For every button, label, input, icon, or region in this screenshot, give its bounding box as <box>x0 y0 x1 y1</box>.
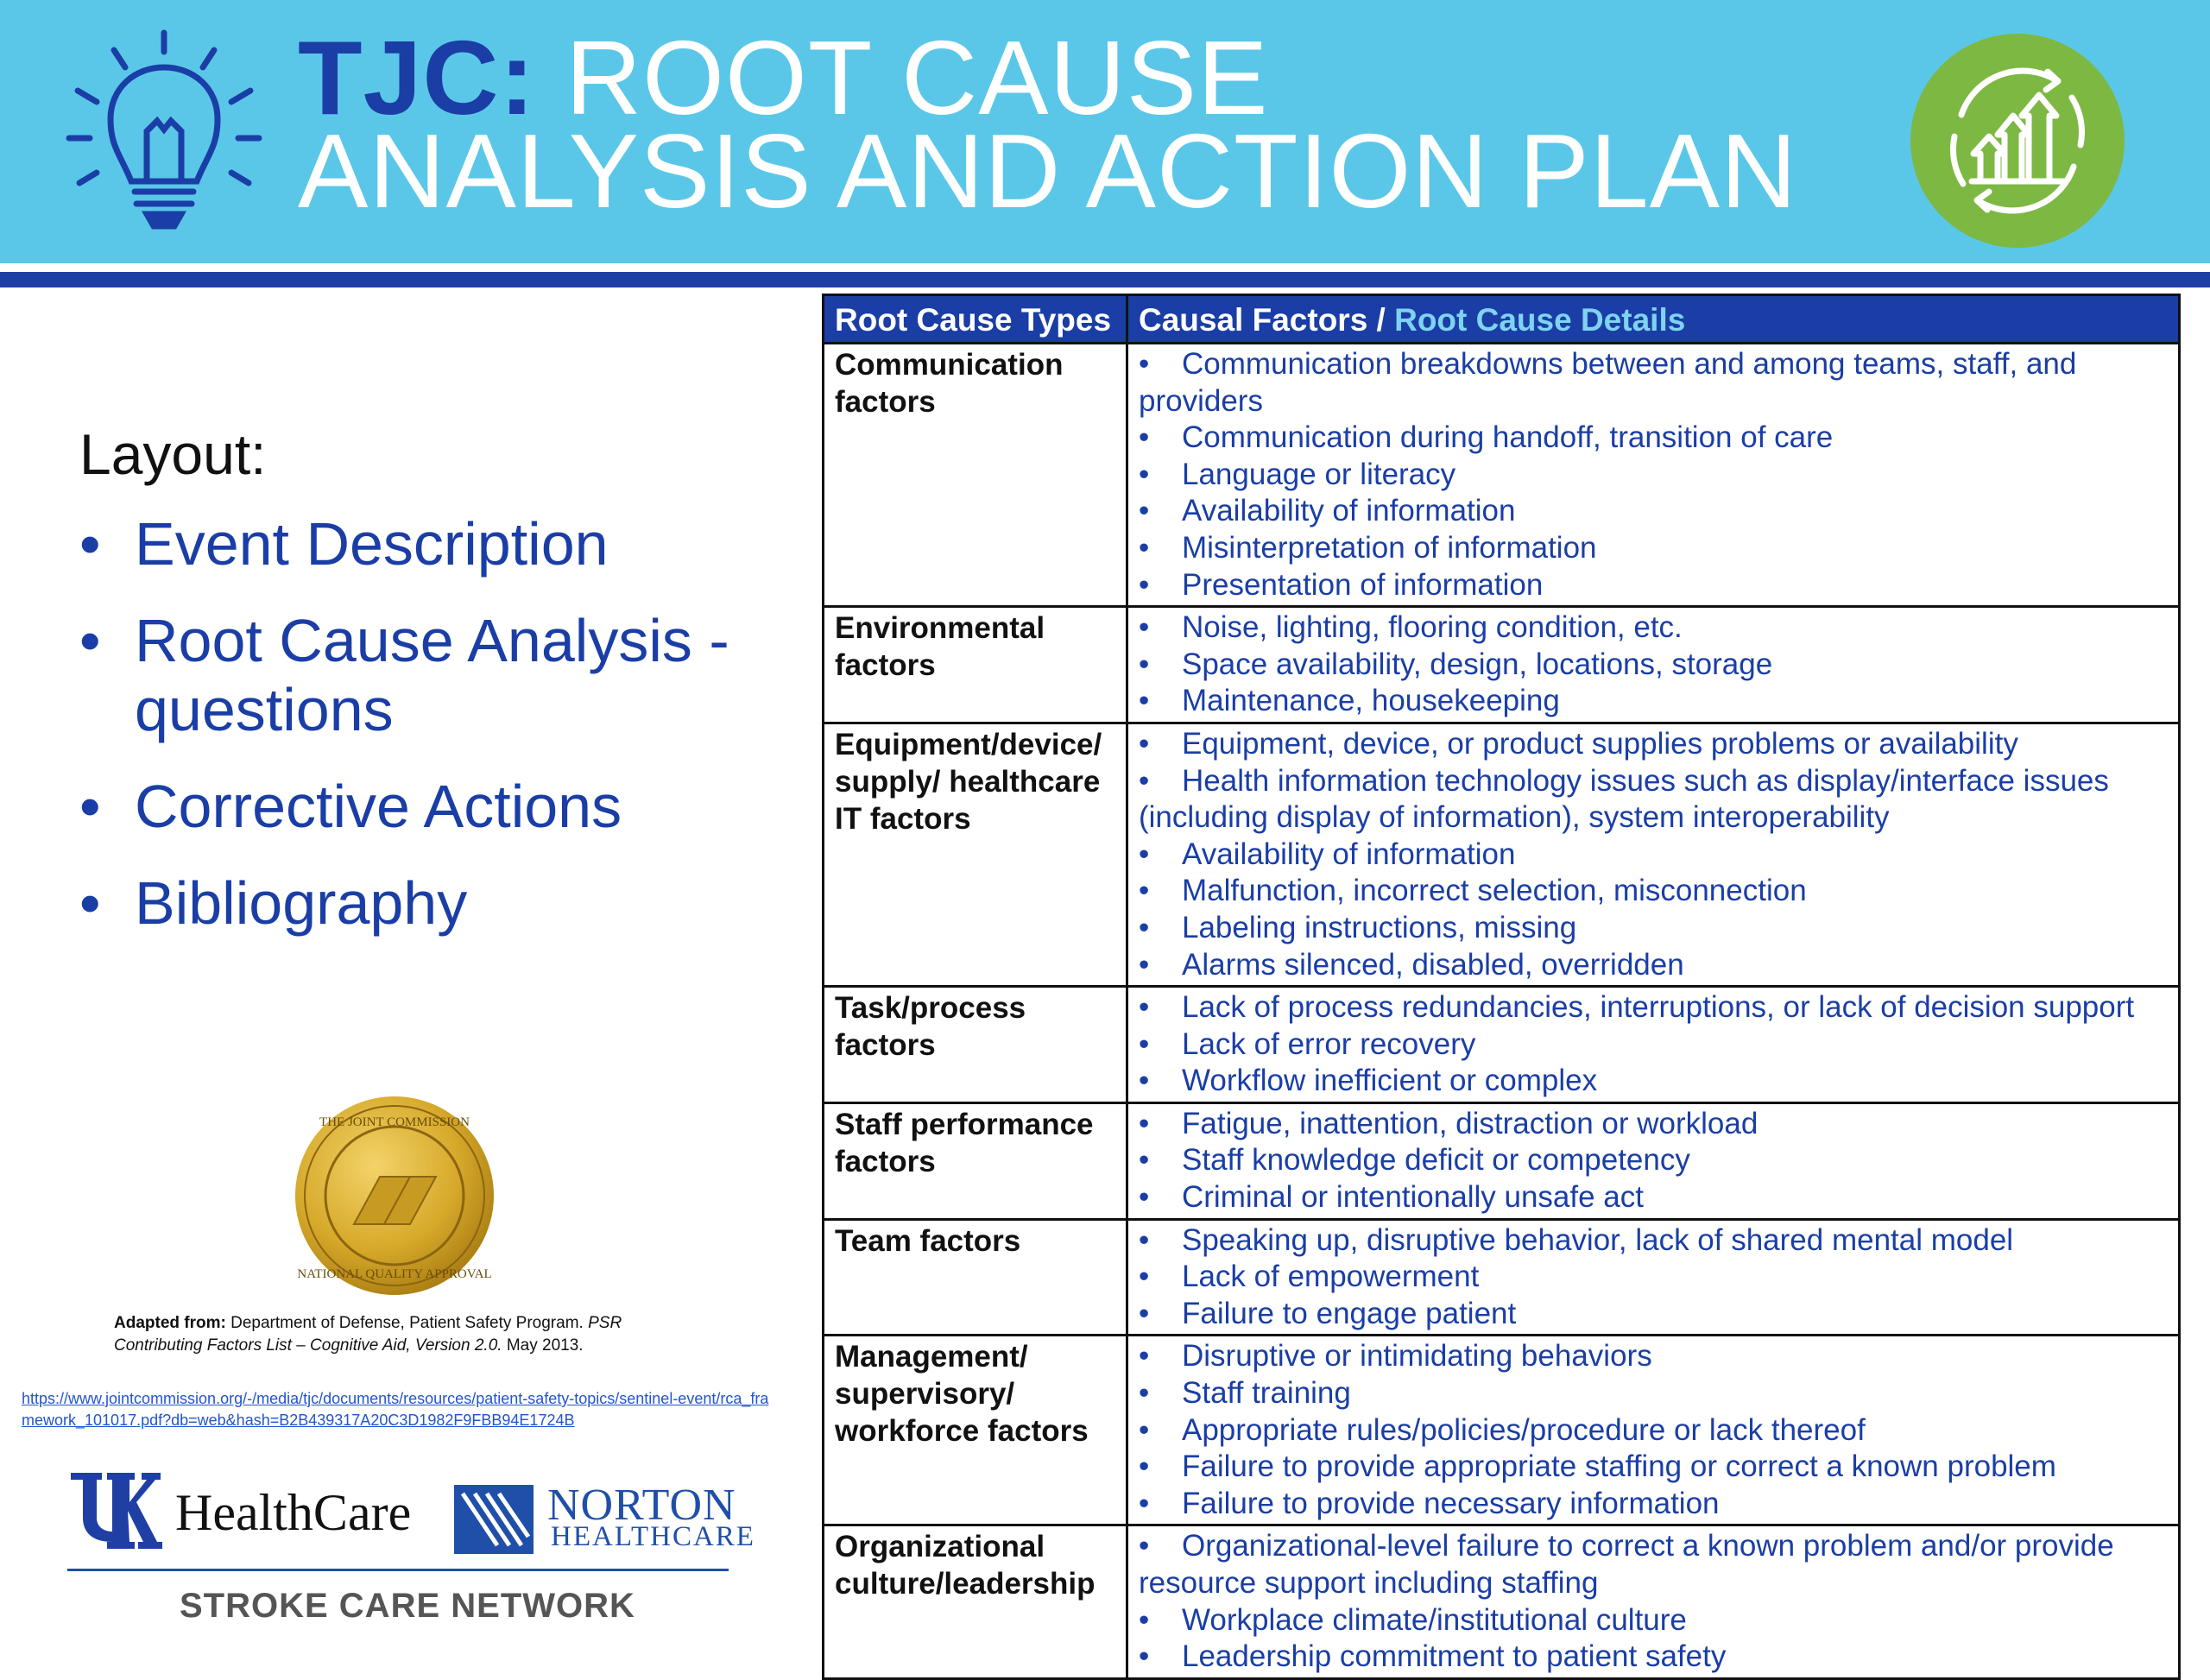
bullet-icon: • <box>1139 1639 1150 1674</box>
detail-text: Labeling instructions, missing <box>1182 910 1577 944</box>
layout-item-corrective-actions <box>79 772 787 841</box>
detail-text: Staff knowledge deficit or competency <box>1182 1143 1690 1178</box>
bullet-icon: • <box>1139 1602 1150 1637</box>
detail-item <box>1139 837 2168 874</box>
layout-item-label: Corrective Actions <box>135 773 622 840</box>
detail-text: Fatigue, inattention, distraction or workload <box>1182 1106 1759 1140</box>
root-cause-details <box>1127 1336 2180 1525</box>
detail-item <box>1139 1063 2168 1100</box>
bullet-icon: • <box>1139 684 1150 718</box>
detail-text: Lack of process redundancies, interruptions, or lack of decision support <box>1182 990 2135 1025</box>
detail-text: Alarms silenced, disabled, overridden <box>1182 947 1684 982</box>
joint-commission-seal <box>294 1095 496 1298</box>
detail-text: Workplace climate/institutional culture <box>1182 1602 1687 1637</box>
header-divider-dark <box>0 272 2210 287</box>
bullet-icon: • <box>1139 347 1150 381</box>
detail-text: Availability of information <box>1182 837 1516 871</box>
details-list <box>1139 609 2168 720</box>
header-causal-factors <box>1127 295 2180 344</box>
bullet-icon: • <box>1139 1529 1150 1563</box>
detail-text: Failure to engage patient <box>1182 1296 1517 1330</box>
details-list <box>1139 1106 2168 1216</box>
detail-text: Failure to provide appropriate staffing or correct a known problem <box>1182 1449 2056 1484</box>
bullet-icon: • <box>1139 1412 1150 1447</box>
citation-label: Adapted from: <box>114 1314 226 1332</box>
detail-item <box>1139 989 2168 1026</box>
details-list <box>1139 346 2168 603</box>
root-cause-details <box>1127 1102 2180 1219</box>
detail-item <box>1139 726 2168 763</box>
bullet-icon: • <box>1139 1180 1150 1215</box>
details-list <box>1139 989 2168 1100</box>
detail-item <box>1139 1259 2168 1296</box>
root-cause-details <box>1127 344 2180 607</box>
header-causal-factors-label: Causal Factors / <box>1139 302 1395 338</box>
uk-logo-icon <box>67 1468 162 1554</box>
bullet-icon: • <box>1139 910 1150 944</box>
adapted-from-citation <box>114 1312 710 1357</box>
layout-item-label: Bibliography <box>135 869 468 937</box>
detail-text: Disruptive or intimidating behaviors <box>1182 1339 1652 1374</box>
bullet-icon: • <box>1139 1106 1150 1140</box>
detail-text: Criminal or intentionally unsafe act <box>1182 1180 1644 1215</box>
bullet-icon: • <box>1139 647 1150 681</box>
table-row <box>824 1525 2180 1678</box>
detail-item <box>1139 567 2168 604</box>
details-list <box>1139 1222 2168 1333</box>
detail-text: Organizational-level failure to correct a known problem and/or provide resource support including staffing <box>1139 1529 2114 1600</box>
table-row <box>824 1336 2180 1525</box>
detail-text: Lack of empowerment <box>1182 1260 1480 1294</box>
bullet-icon: • <box>1139 1296 1150 1330</box>
bullet-icon: • <box>1139 1449 1150 1484</box>
detail-text: Workflow inefficient or complex <box>1182 1064 1598 1098</box>
uk-healthcare-name: HealthCare <box>175 1484 412 1541</box>
bullet-icon: • <box>1139 1376 1150 1411</box>
bullet-icon: • <box>1139 874 1150 908</box>
root-cause-table <box>822 294 2181 1680</box>
root-cause-type: Environmental factors <box>824 607 1127 723</box>
bullet-icon: • <box>1139 457 1150 491</box>
details-list <box>1139 1528 2168 1675</box>
partner-logos <box>67 1468 755 1563</box>
bullet-icon: • <box>1139 837 1150 871</box>
bullet-icon: • <box>1139 420 1150 455</box>
root-cause-type: Team factors <box>824 1219 1127 1336</box>
root-cause-details <box>1127 1525 2180 1678</box>
root-cause-type: Staff performance factors <box>824 1102 1127 1219</box>
growth-chart-icon <box>1910 33 2125 249</box>
detail-item <box>1139 1338 2168 1375</box>
detail-item <box>1139 873 2168 910</box>
detail-item <box>1139 1296 2168 1333</box>
detail-item <box>1139 763 2168 837</box>
norton-name: NORTON <box>547 1481 736 1530</box>
detail-text: Equipment, device, or product supplies problems or availability <box>1182 726 2018 761</box>
bullet-icon: • <box>1139 567 1150 602</box>
bullet-icon: • <box>1139 763 1150 798</box>
bullet-icon: • <box>1139 947 1150 982</box>
detail-item <box>1139 1639 2168 1676</box>
detail-text: Noise, lighting, flooring condition, etc. <box>1182 610 1683 645</box>
table-row <box>824 987 2180 1103</box>
header-divider-light <box>0 263 2210 272</box>
detail-item <box>1139 346 2168 420</box>
detail-item <box>1139 1026 2168 1064</box>
detail-item <box>1139 910 2168 947</box>
svg-text:NATIONAL QUALITY APPROVAL: NATIONAL QUALITY APPROVAL <box>297 1267 492 1281</box>
detail-item <box>1139 1106 2168 1143</box>
page-title <box>298 19 1798 230</box>
bullet-icon: • <box>79 869 101 937</box>
detail-text: Misinterpretation of information <box>1182 530 1597 565</box>
title-line-2: ANALYSIS AND ACTION PLAN <box>298 112 1798 230</box>
detail-text: Staff training <box>1182 1376 1351 1411</box>
bullet-icon: • <box>1139 610 1150 645</box>
detail-item <box>1139 647 2168 684</box>
source-link[interactable]: https://www.jointcommission.org/-/media/tjc/documents/resources/patient-safety-topics/sentinel-event/rca_framework_101017.pdf?db=web&hash=B2B439317A20C3D1982F9FBB94E1724B <box>22 1390 769 1429</box>
detail-text: Leadership commitment to patient safety <box>1182 1639 1727 1674</box>
root-cause-type: Organizational culture/leadership <box>824 1525 1127 1678</box>
table-row <box>824 607 2180 723</box>
header-root-cause-types: Root Cause Types <box>824 295 1127 344</box>
detail-text: Language or literacy <box>1182 457 1456 491</box>
svg-text:THE JOINT COMMISSION: THE JOINT COMMISSION <box>319 1115 470 1129</box>
bullet-icon: • <box>1139 494 1150 528</box>
detail-item <box>1139 609 2168 647</box>
details-list <box>1139 726 2168 983</box>
detail-item <box>1139 420 2168 457</box>
detail-item <box>1139 530 2168 567</box>
detail-text: Malfunction, incorrect selection, misconnection <box>1182 874 1807 908</box>
lightbulb-icon <box>60 26 268 233</box>
detail-text: Health information technology issues such as display/interface issues (including display of information), system interoperability <box>1139 763 2109 835</box>
title-prefix: TJC: <box>298 19 536 136</box>
detail-item <box>1139 1375 2168 1412</box>
detail-item <box>1139 1486 2168 1523</box>
bullet-icon: • <box>1139 1260 1150 1294</box>
detail-item <box>1139 457 2168 494</box>
detail-text: Appropriate rules/policies/procedure or lack thereof <box>1182 1412 1866 1447</box>
header-root-cause-details-label: Root Cause Details <box>1394 302 1686 338</box>
details-list <box>1139 1338 2168 1522</box>
norton-logo-icon <box>454 1485 534 1554</box>
bullet-icon: • <box>79 510 101 578</box>
bullet-icon: • <box>1139 1222 1150 1257</box>
bullet-icon: • <box>1139 990 1150 1025</box>
layout-item-event-description <box>79 509 787 578</box>
layout-item-label: Event Description <box>135 510 609 578</box>
detail-item <box>1139 1602 2168 1639</box>
detail-item <box>1139 1179 2168 1216</box>
table-body <box>824 344 2180 1679</box>
root-cause-details <box>1127 607 2180 723</box>
detail-item <box>1139 1222 2168 1260</box>
detail-text: Communication during handoff, transition of care <box>1182 420 1834 455</box>
bullet-icon: • <box>1139 530 1150 565</box>
bullet-icon: • <box>79 607 101 674</box>
layout-item-rca-questions <box>79 606 787 744</box>
layout-heading: Layout: <box>79 422 267 486</box>
detail-text: Speaking up, disruptive behavior, lack of shared mental model <box>1182 1222 2014 1257</box>
bullet-icon: • <box>1139 726 1150 761</box>
layout-item-bibliography <box>79 868 787 938</box>
bullet-icon: • <box>79 773 101 840</box>
detail-item <box>1139 947 2168 984</box>
detail-item <box>1139 1142 2168 1179</box>
bullet-icon: • <box>1139 1486 1150 1520</box>
detail-text: Presentation of information <box>1182 567 1544 602</box>
bullet-icon: • <box>1139 1339 1150 1374</box>
network-name: STROKE CARE NETWORK <box>180 1587 635 1625</box>
title-line-1: ROOT CAUSE <box>535 19 1269 136</box>
detail-text: Space availability, design, locations, storage <box>1182 647 1773 681</box>
detail-item <box>1139 1412 2168 1449</box>
layout-item-label: Root Cause Analysis - questions <box>135 607 729 743</box>
root-cause-details <box>1127 1219 2180 1336</box>
table-row <box>824 1219 2180 1336</box>
bullet-icon: • <box>1139 1064 1150 1098</box>
citation-source: Department of Defense, Patient Safety Program. <box>225 1314 589 1332</box>
logo-divider <box>67 1569 729 1571</box>
citation-date: May 2013. <box>502 1336 584 1355</box>
root-cause-type: Communication factors <box>824 344 1127 607</box>
detail-text: Lack of error recovery <box>1182 1026 1476 1061</box>
root-cause-details <box>1127 723 2180 986</box>
citation-title: PSR Contributing Factors List – Cognitive Aid, Version 2.0. <box>114 1314 622 1355</box>
norton-subname: HEALTHCARE <box>551 1521 755 1552</box>
table-row <box>824 344 2180 607</box>
detail-text: Maintenance, housekeeping <box>1182 684 1560 718</box>
root-cause-type: Task/process factors <box>824 987 1127 1103</box>
detail-text: Failure to provide necessary information <box>1182 1486 1720 1520</box>
root-cause-details <box>1127 987 2180 1103</box>
root-cause-type: Equipment/device/ supply/ healthcare IT factors <box>824 723 1127 986</box>
bullet-icon: • <box>1139 1143 1150 1178</box>
table-header-row <box>824 295 2180 344</box>
table-row <box>824 1102 2180 1219</box>
bullet-icon: • <box>1139 1026 1150 1061</box>
detail-text: Availability of information <box>1182 494 1516 528</box>
detail-item <box>1139 683 2168 720</box>
detail-item <box>1139 1528 2168 1601</box>
detail-item <box>1139 1449 2168 1486</box>
layout-list <box>79 509 787 965</box>
detail-text: Communication breakdowns between and among teams, staff, and providers <box>1139 347 2077 418</box>
table-row <box>824 723 2180 986</box>
detail-item <box>1139 493 2168 530</box>
root-cause-type: Management/ supervisory/ workforce factors <box>824 1336 1127 1525</box>
